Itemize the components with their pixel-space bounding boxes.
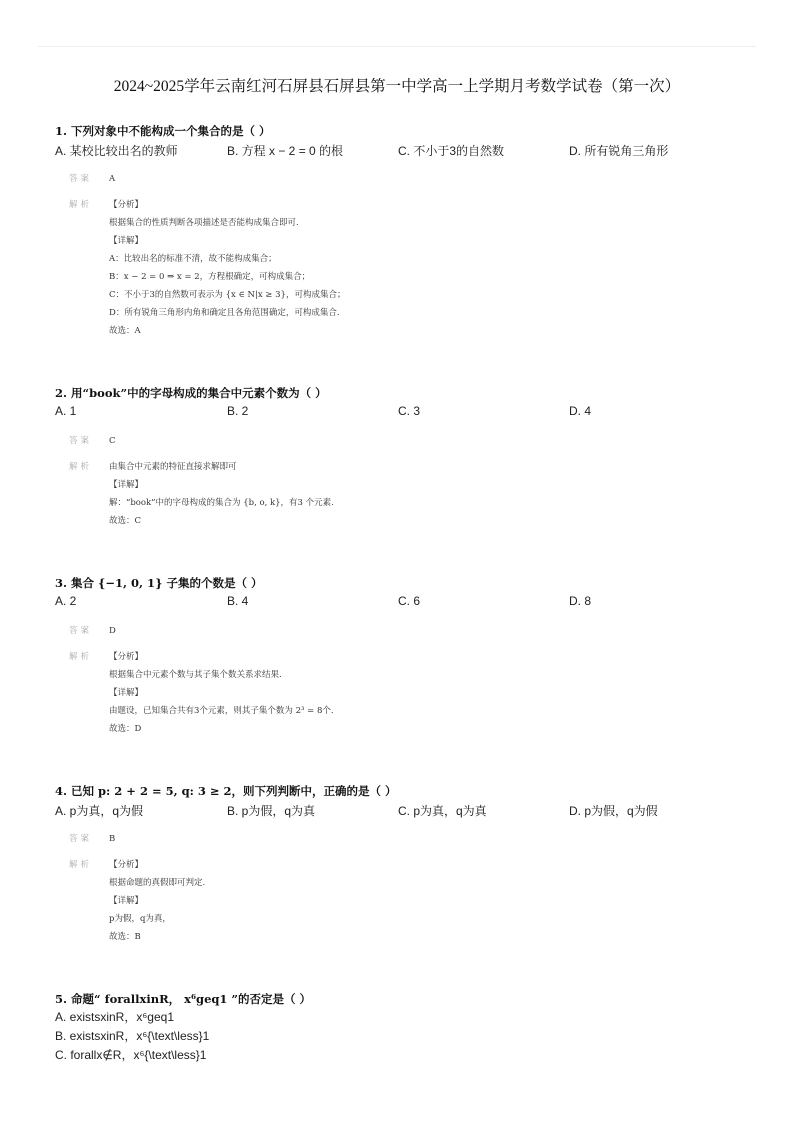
analysis-line: 解：“book”中的字母构成的集合为 {b, o, k}，有3 个元素. <box>109 498 334 508</box>
question-3 <box>55 574 754 738</box>
header-divider <box>38 46 756 47</box>
analysis-line: 【详解】 <box>109 236 144 246</box>
analysis-line: 故选：C <box>109 516 142 526</box>
analysis-line: 由题设，已知集合共有3个元素，则其子集个数为 2³ = 8个. <box>109 706 334 716</box>
option-b[interactable]: B. 4 <box>227 594 249 608</box>
analysis-line: C：不小于3的自然数可表示为 {x ∈ N|x ≥ 3}，可构成集合； <box>109 290 346 300</box>
option-d[interactable]: D. p为假，q为假 <box>569 804 658 818</box>
answer-row <box>69 622 754 640</box>
analysis-block <box>69 458 754 530</box>
option-a[interactable]: A. 2 <box>55 594 77 608</box>
option-d[interactable]: D. 所有锐角三角形 <box>569 144 669 158</box>
analysis-line: 【详解】 <box>109 688 144 698</box>
option-c[interactable]: C. 6 <box>398 594 421 608</box>
analysis-line: p为假，q为真， <box>109 914 171 924</box>
analysis-line: D：所有锐角三角形内角和确定且各角范围确定，可构成集合. <box>109 308 340 318</box>
option-d[interactable]: D. 8 <box>569 594 592 608</box>
answer-value: B <box>109 834 116 844</box>
option-b[interactable]: B. p为假，q为真 <box>227 804 316 818</box>
page-title: 2024~2025学年云南红河石屏县石屏县第一中学高一上学期月考数学试卷（第一次） <box>113 78 681 95</box>
analysis-line: 根据集合的性质判断各项描述是否能构成集合即可. <box>109 218 299 228</box>
analysis-label: 解析 <box>69 462 93 472</box>
analysis-line: 故选：B <box>109 932 141 942</box>
analysis-line: 【分析】 <box>109 200 144 210</box>
question-stem: 3. 集合 {−1, 0, 1} 子集的个数是（ ） <box>55 576 263 590</box>
answer-label: 答案 <box>69 174 93 184</box>
options-row <box>55 594 754 614</box>
analysis-label: 解析 <box>69 652 93 662</box>
option-c[interactable]: C. 3 <box>398 404 421 418</box>
analysis-line: 故选：A <box>109 326 141 336</box>
option-a[interactable]: A. 某校比较出名的教师 <box>55 144 178 158</box>
answer-row <box>69 432 754 450</box>
answer-row <box>69 170 754 188</box>
analysis-line: 由集合中元素的特征直接求解即可 <box>109 462 237 472</box>
analysis-label: 解析 <box>69 200 93 210</box>
option-b[interactable]: B. 2 <box>227 404 249 418</box>
question-stem: 5. 命题“ forallxinR， x⁶geq1 ”的否定是（ ） <box>55 992 312 1006</box>
answer-value: D <box>109 626 116 636</box>
option-c[interactable]: C. forallx∉R，x⁶{\text\less}1 <box>55 1048 207 1062</box>
option-a[interactable]: A. 1 <box>55 404 77 418</box>
question-2 <box>55 384 754 530</box>
answer-value: A <box>109 174 116 184</box>
question-1 <box>55 122 754 340</box>
answer-label: 答案 <box>69 834 93 844</box>
question-stem: 1. 下列对象中不能构成一个集合的是（ ） <box>55 124 271 138</box>
analysis-line: 【分析】 <box>109 860 144 870</box>
analysis-line: 【分析】 <box>109 652 144 662</box>
analysis-line: 根据命题的真假即可判定. <box>109 878 206 888</box>
question-stem: 2. 用“book”中的字母构成的集合中元素个数为（ ） <box>55 386 327 400</box>
option-c[interactable]: C. 不小于3的自然数 <box>398 144 505 158</box>
answer-label: 答案 <box>69 626 93 636</box>
question-stem: 4. 已知 p: 2 + 2 = 5, q: 3 ≥ 2，则下列判断中，正确的是（ ） <box>55 784 397 798</box>
question-5 <box>55 990 754 1065</box>
analysis-line: 【详解】 <box>109 896 144 906</box>
answer-value: C <box>109 436 116 446</box>
question-4 <box>55 782 754 946</box>
options-row <box>55 142 754 162</box>
analysis-line: B：x − 2 = 0 ⇒ x = 2，方程根确定，可构成集合； <box>109 272 311 282</box>
analysis-block <box>69 196 754 340</box>
option-c[interactable]: C. p为真，q为真 <box>398 804 487 818</box>
option-b[interactable]: B. existsxinR，x⁶{\text\less}1 <box>55 1029 210 1043</box>
analysis-line: 故选：D <box>109 724 142 734</box>
options-row <box>55 404 754 424</box>
analysis-block <box>69 648 754 738</box>
option-b[interactable]: B. 方程 x − 2 = 0 的根 <box>227 144 344 158</box>
options-row <box>55 802 754 822</box>
analysis-line: 【详解】 <box>109 480 144 490</box>
analysis-block <box>69 856 754 946</box>
answer-row <box>69 830 754 848</box>
answer-label: 答案 <box>69 436 93 446</box>
analysis-line: 根据集合中元素个数与其子集个数关系求结果. <box>109 670 282 680</box>
analysis-line: A：比较出名的标准不清，故不能构成集合； <box>109 254 277 264</box>
option-a[interactable]: A. existsxinR，x⁶geq1 <box>55 1010 174 1024</box>
option-a[interactable]: A. p为真，q为假 <box>55 804 144 818</box>
option-d[interactable]: D. 4 <box>569 404 592 418</box>
analysis-label: 解析 <box>69 860 93 870</box>
